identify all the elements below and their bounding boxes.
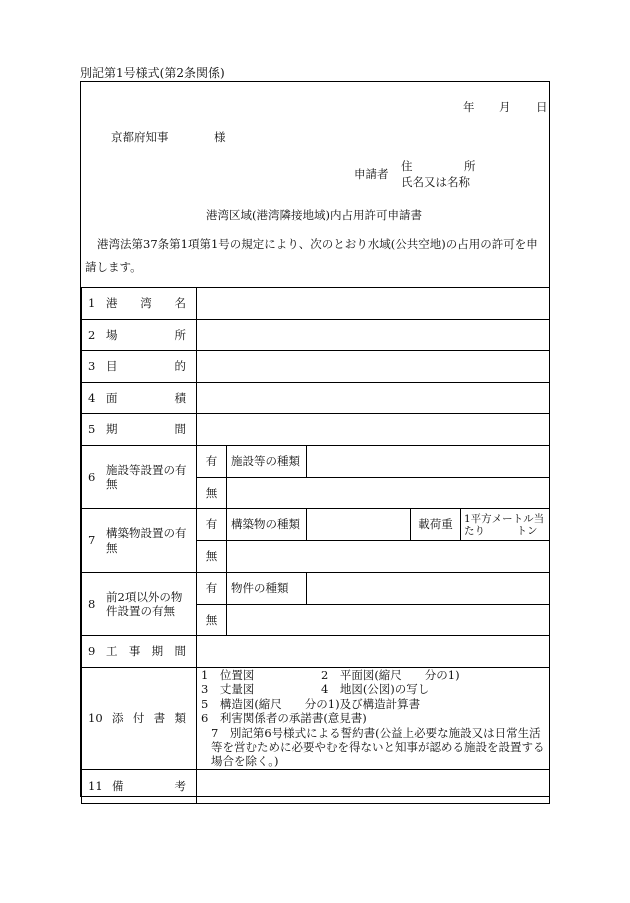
label-char: 所 [174, 327, 186, 342]
applicant-address-label-1: 住 [401, 159, 413, 173]
attachment-item: 3 丈量図 [201, 682, 255, 697]
area-field[interactable] [197, 383, 550, 414]
remarks-field[interactable] [197, 769, 550, 803]
attachment-item: 5 構造図(縮尺 分の1)及び構造計算書 [201, 696, 421, 711]
other-object-type-field[interactable] [307, 573, 550, 605]
label-char: 名 [174, 296, 186, 311]
structure-no-label: 無 [197, 541, 227, 573]
applicant-address-label-2: 所 [464, 159, 476, 173]
attachment-item: 6 利害関係者の承諾書(意見書) [201, 711, 367, 726]
label-char: 目 [106, 359, 118, 374]
row-number: 6 [88, 469, 96, 484]
label-char: 工 [106, 644, 118, 659]
row-period [82, 414, 550, 446]
row-port-name [82, 288, 550, 320]
row-facility-yes [82, 446, 550, 478]
document-title: 港湾区域(港湾隣接地域)内占用許可申請書 [206, 208, 422, 222]
attachment-line [201, 668, 545, 682]
label-char: 湾 [140, 296, 152, 311]
other-object-no-label: 無 [197, 605, 227, 636]
port-name-field[interactable] [197, 288, 550, 320]
label-char: 間 [174, 422, 186, 437]
body-text: 港湾法第37条第1項第1号の規定により、次のとおり水域(公共空地)の占用の許可を申請します。 [85, 237, 538, 274]
label-char: 添 [112, 711, 124, 726]
structure-no-field[interactable] [227, 541, 550, 573]
row-attachments [82, 668, 550, 770]
row-location [82, 320, 550, 351]
load-unit: 1平方メートル当たり トン [461, 509, 550, 541]
row-number: 4 [88, 390, 96, 405]
facility-installation-label: 施設等設置の有無 [106, 462, 187, 491]
label-char: 間 [174, 644, 186, 659]
date-day-label: 日 [536, 100, 548, 114]
label-char: 期 [151, 644, 164, 659]
location-field[interactable] [197, 320, 550, 351]
row-number: 3 [88, 359, 96, 374]
facility-type-label: 施設等の種類 [227, 446, 307, 478]
row-other-object-yes [82, 573, 550, 605]
load-label: 載荷重 [411, 509, 461, 541]
facility-no-label: 無 [197, 478, 227, 509]
other-object-yes-label: 有 [197, 573, 227, 605]
other-object-no-field[interactable] [227, 605, 550, 636]
row-structure-yes [82, 509, 550, 541]
row-number: 11 [88, 778, 103, 793]
attachment-item: 1 位置図 [201, 668, 255, 682]
attachments-list [197, 668, 550, 770]
label-char: 面 [106, 390, 118, 405]
label-char: 備 [112, 778, 124, 793]
structure-installation-label: 構築物設置の有無 [106, 526, 187, 555]
row-number: 1 [88, 296, 96, 311]
application-form [80, 81, 550, 797]
row-purpose [82, 351, 550, 383]
label-char: 考 [174, 778, 186, 793]
date-year-label: 年 [463, 100, 475, 114]
facility-yes-label: 有 [197, 446, 227, 478]
addressee-name: 京都府知事 [111, 130, 169, 144]
row-remarks [82, 769, 550, 803]
form-number-title: 別記第1号様式(第2条関係) [80, 66, 225, 80]
addressee-honorific: 様 [214, 130, 226, 144]
label-char: 類 [174, 711, 186, 726]
structure-yes-label: 有 [197, 509, 227, 541]
other-object-installation-label: 前2項以外の物件設置の有無 [106, 589, 183, 618]
attachment-item: 2 平面図(縮尺 分の1) [321, 668, 460, 682]
row-area [82, 383, 550, 414]
date-month-label: 月 [499, 100, 511, 114]
facility-no-field[interactable] [227, 478, 550, 509]
purpose-field[interactable] [197, 351, 550, 383]
label-char: 事 [128, 644, 141, 659]
label-char: 書 [153, 711, 166, 726]
period-field[interactable] [197, 414, 550, 446]
row-number: 5 [88, 422, 96, 437]
row-number: 7 [88, 533, 96, 548]
label-char: 場 [106, 327, 118, 342]
construction-period-field[interactable] [197, 636, 550, 668]
row-number: 10 [88, 711, 103, 726]
label-char: 付 [132, 711, 145, 726]
row-number: 9 [88, 644, 96, 659]
attachment-item: 7 別記第6号様式による誓約書(公益上必要な施設又は日常生活等を営むために必要やむを得ないと知事が認める施設を設置する場合を除く。) [211, 725, 545, 769]
structure-type-field[interactable] [307, 509, 411, 541]
attachment-item: 4 地図(公図)の写し [321, 682, 430, 697]
label-char: 積 [174, 390, 186, 405]
applicant-label: 申請者 [354, 167, 389, 181]
row-number: 2 [88, 327, 96, 342]
label-char: 港 [106, 296, 118, 311]
other-object-type-label: 物件の種類 [227, 573, 307, 605]
form-header [81, 82, 549, 287]
row-number: 8 [88, 596, 96, 611]
label-char: 的 [174, 359, 186, 374]
label-char: 期 [106, 422, 118, 437]
attachment-line [201, 682, 545, 696]
structure-type-label: 構築物の種類 [227, 509, 307, 541]
facility-type-field[interactable] [307, 446, 550, 478]
applicant-name-label: 氏名又は名称 [401, 175, 470, 189]
row-construction-period [82, 636, 550, 668]
application-items-table [81, 287, 550, 804]
